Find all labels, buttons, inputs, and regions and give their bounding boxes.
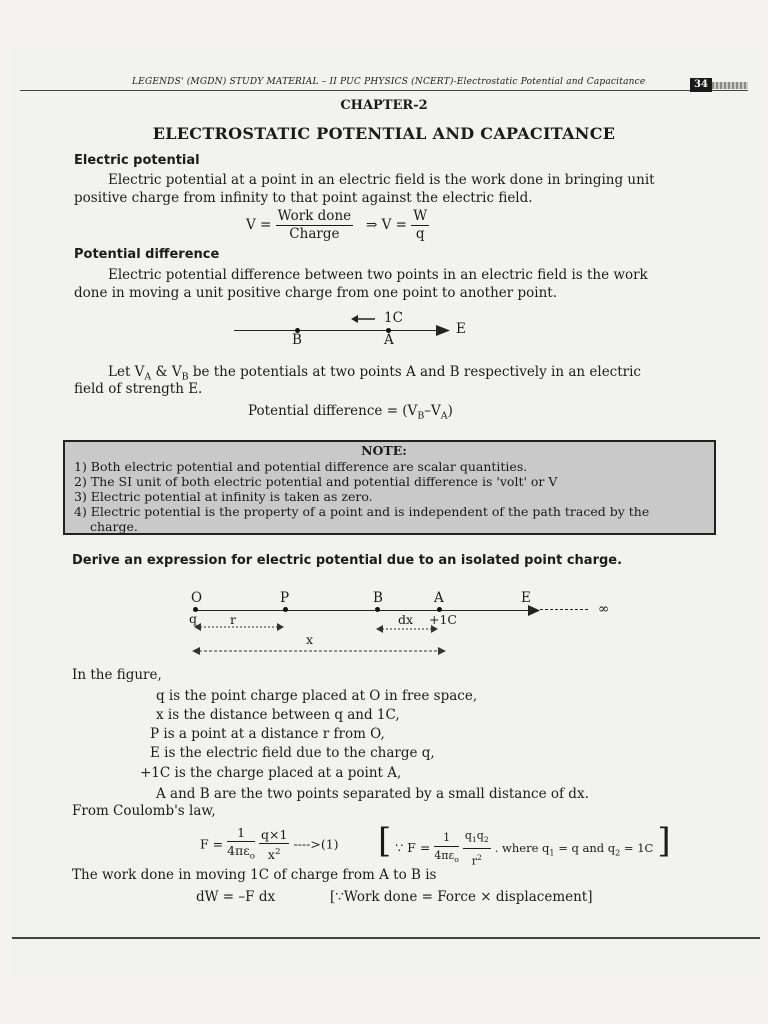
heading-potential-difference: Potential difference bbox=[74, 247, 220, 262]
where-clause bbox=[494, 841, 654, 858]
header-decoration bbox=[712, 82, 748, 89]
arrow-right-icon bbox=[528, 605, 540, 616]
eq-lhs: ∵ F = bbox=[395, 840, 431, 855]
fraction bbox=[276, 208, 353, 243]
paragraph-line: positive charge from infinity to that point against the electric field. bbox=[74, 190, 533, 206]
text-segment: Let V bbox=[108, 364, 145, 380]
definition-line: P is a point at a distance r from O, bbox=[150, 726, 385, 742]
coulomb-note bbox=[378, 821, 671, 870]
note-item: 2) The SI unit of both electric potential and potential difference is 'volt' or V bbox=[74, 474, 558, 489]
fraction bbox=[463, 827, 491, 870]
text-segment: . where q bbox=[494, 841, 550, 855]
text-segment: & V bbox=[151, 364, 182, 380]
eq-lhs: V = bbox=[246, 217, 272, 233]
subscript: 1 bbox=[471, 835, 477, 845]
fraction-numerator bbox=[463, 827, 491, 849]
work-reason: [∵Work done = Force × displacement] bbox=[330, 889, 593, 905]
infinity-label: ∞ bbox=[598, 601, 610, 617]
fraction-denominator bbox=[227, 842, 255, 866]
superscript: 2 bbox=[274, 847, 281, 858]
charge-q-label: q bbox=[189, 611, 198, 626]
note-item: 1) Both electric potential and potential difference are scalar quantities. bbox=[74, 459, 528, 474]
text-segment: –V bbox=[424, 403, 441, 419]
running-header: LEGENDS' (MGDN) STUDY MATERIAL – II PUC PHYSICS (NCERT)-Electrostatic Potential and Capacitance bbox=[132, 77, 646, 87]
test-charge-label: +1C bbox=[429, 612, 457, 627]
text-segment: be the potentials at two points A and B respectively in an electric bbox=[188, 364, 641, 380]
distance-x-arrow bbox=[192, 644, 446, 658]
axis-line bbox=[196, 610, 534, 611]
note-item: charge. bbox=[90, 519, 138, 534]
distance-x-label: x bbox=[306, 632, 314, 647]
point-b-label: B bbox=[373, 590, 383, 606]
fraction-denominator bbox=[259, 844, 289, 863]
fraction bbox=[259, 826, 289, 863]
bracket-open: [ bbox=[378, 821, 392, 861]
distance-r-arrow bbox=[194, 620, 284, 634]
field-label-e: E bbox=[456, 321, 466, 337]
point-p-dot bbox=[283, 607, 288, 612]
work-equation: dW = –F dx bbox=[196, 889, 276, 905]
text-segment: 4πε bbox=[434, 848, 455, 862]
note-item: 4) Electric potential is the property of a point and is independent of the path traced by the bbox=[74, 504, 650, 519]
header-rule bbox=[20, 90, 748, 91]
subscript: 2 bbox=[615, 848, 621, 858]
fraction-denominator: Charge bbox=[289, 226, 340, 242]
arrow-left-icon bbox=[351, 314, 375, 324]
page-number: 34 bbox=[690, 78, 712, 92]
field-line bbox=[234, 330, 440, 331]
equation-potential bbox=[246, 208, 429, 243]
field-label-e: E bbox=[521, 590, 531, 606]
definition-line: E is the electric field due to the charge q, bbox=[150, 745, 435, 761]
fraction-numerator: 1 bbox=[227, 824, 255, 842]
equation-reference: ---->(1) bbox=[293, 836, 339, 852]
paragraph-line bbox=[108, 364, 641, 383]
subscript: o bbox=[454, 855, 459, 865]
subscript: o bbox=[249, 851, 256, 862]
potential-difference-formula bbox=[248, 403, 453, 422]
heading-derivation: Derive an expression for electric potential due to an isolated point charge. bbox=[72, 553, 623, 568]
fraction-numerator: 1 bbox=[434, 829, 459, 847]
definition-line: x is the distance between q and 1C, bbox=[156, 707, 400, 723]
fraction-numerator: W bbox=[413, 208, 428, 224]
definition-line: +1C is the charge placed at a point A, bbox=[140, 765, 402, 781]
text-segment: x bbox=[267, 847, 275, 863]
distance-r-label: r bbox=[230, 612, 236, 627]
paragraph-line: The work done in moving 1C of charge from A to B is bbox=[72, 867, 437, 883]
paragraph-line: field of strength E. bbox=[74, 381, 203, 397]
definition-line: q is the point charge placed at O in free space, bbox=[156, 688, 478, 704]
fraction-denominator bbox=[434, 847, 459, 868]
note-item: 3) Electric potential at infinity is taken as zero. bbox=[74, 489, 373, 504]
paragraph-line: Electric potential difference between two points in an electric field is the work bbox=[108, 267, 648, 283]
text-segment: = 1C bbox=[620, 841, 654, 855]
note-title: NOTE: bbox=[361, 443, 407, 458]
text-segment: r bbox=[471, 854, 477, 868]
subscript: B bbox=[181, 371, 189, 383]
subscript: A bbox=[144, 371, 152, 383]
point-b-dot bbox=[375, 607, 380, 612]
point-o-label: O bbox=[191, 590, 203, 606]
chapter-title: ELECTROSTATIC POTENTIAL AND CAPACITANCE bbox=[152, 124, 616, 143]
paragraph-line: Electric potential at a point in an electric field is the work done in bringing unit bbox=[108, 172, 655, 188]
subscript: A bbox=[440, 410, 448, 422]
charge-label: 1C bbox=[384, 310, 403, 326]
dashed-extension bbox=[540, 609, 588, 610]
fraction-denominator bbox=[463, 849, 491, 870]
text-segment: 4πε bbox=[227, 843, 250, 858]
eq-lhs: F = bbox=[200, 836, 224, 852]
paragraph-line: In the figure, bbox=[72, 667, 162, 683]
heading-electric-potential: Electric potential bbox=[74, 153, 200, 168]
fraction bbox=[227, 824, 255, 866]
footer-rule bbox=[12, 937, 760, 939]
text-segment: q bbox=[476, 829, 484, 843]
text-segment: Potential difference = (V bbox=[248, 403, 418, 419]
fraction-denominator: q bbox=[415, 226, 425, 242]
chapter-label: CHAPTER-2 bbox=[340, 98, 428, 113]
subscript: 1 bbox=[549, 848, 555, 858]
bracket-close: ] bbox=[657, 821, 671, 861]
paragraph-line: done in moving a unit positive charge from one point to another point. bbox=[74, 285, 557, 301]
coulomb-equation bbox=[200, 824, 339, 866]
point-p-label: P bbox=[280, 590, 290, 606]
subscript: 2 bbox=[483, 835, 489, 845]
superscript: 2 bbox=[476, 853, 482, 863]
eq-implies: ⇒ V = bbox=[366, 217, 407, 233]
point-b-label: B bbox=[292, 332, 302, 348]
fraction-numerator: q×1 bbox=[261, 827, 288, 843]
text-segment: = q and q bbox=[554, 841, 616, 855]
distance-dx-arrow bbox=[376, 622, 438, 636]
text-segment: ) bbox=[447, 403, 453, 419]
dx-label: dx bbox=[398, 612, 414, 627]
arrow-right-icon bbox=[436, 325, 450, 336]
fraction bbox=[434, 829, 459, 868]
subscript: B bbox=[417, 410, 425, 422]
point-a-label: A bbox=[434, 590, 444, 606]
paragraph-line: From Coulomb's law, bbox=[72, 803, 216, 819]
fraction bbox=[411, 208, 429, 243]
definition-line: A and B are the two points separated by a small distance of dx. bbox=[156, 786, 589, 802]
fraction-numerator: Work done bbox=[277, 208, 352, 224]
point-a-label: A bbox=[384, 332, 394, 348]
text-segment: q bbox=[464, 829, 472, 843]
